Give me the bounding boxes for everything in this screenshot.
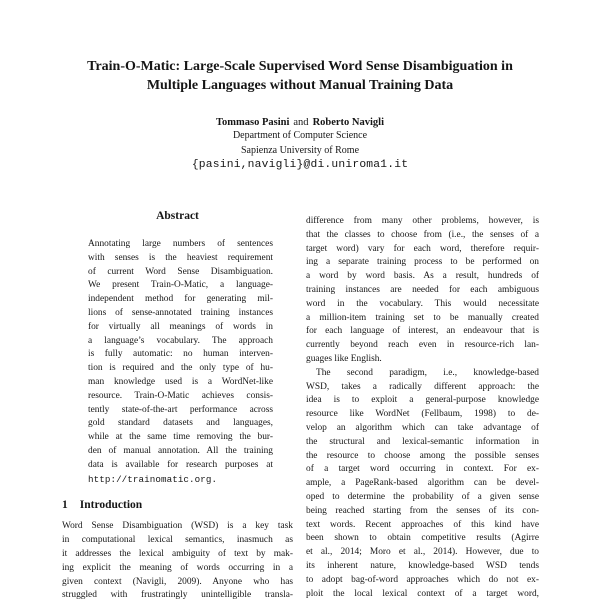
text-line: currently beyond reach even in resource-rich lan- bbox=[306, 340, 539, 351]
text-line: ing a separate training process to be performed on bbox=[306, 257, 539, 268]
author-separator: and bbox=[293, 117, 309, 128]
text-line: gold standard datasets and languages, bbox=[88, 418, 273, 429]
text-line: while at the same time removing the bur- bbox=[88, 432, 273, 443]
author-name-1: Tommaso Pasini bbox=[215, 117, 290, 128]
text-line: idea is to exploit a general-purpose knowledge bbox=[306, 395, 539, 406]
introduction-heading bbox=[62, 498, 293, 513]
text-line: in computational lexical semantics, inasmuch as bbox=[62, 535, 293, 546]
text-line: lions of sense-annotated training instances bbox=[88, 307, 273, 318]
text-line: the resource to choose among the possible senses bbox=[306, 450, 539, 461]
text-line: for each language of interest, an endeavour that is bbox=[306, 326, 539, 337]
right-paragraph-1 bbox=[306, 215, 539, 367]
paper-header bbox=[0, 0, 600, 171]
text-line: resource. Train-O-Matic achieves consis- bbox=[88, 390, 273, 401]
right-column bbox=[306, 208, 539, 600]
text-line: of a target word occurring in context. For ex- bbox=[306, 464, 539, 475]
text-line: the structural and lexical-semantic information in bbox=[306, 436, 539, 447]
text-line: We present Train-O-Matic, a language- bbox=[88, 280, 273, 291]
text-line: data is available for research purposes at bbox=[88, 459, 273, 470]
text-line: a word by word basis. As a result, hundreds of bbox=[306, 271, 539, 282]
text-line: velop an algorithm which can take advantage of bbox=[306, 422, 539, 433]
authors-line bbox=[0, 116, 600, 129]
text-line: guages like English. bbox=[306, 353, 382, 364]
abstract-section bbox=[88, 238, 273, 486]
department-line: Department of Computer Science bbox=[232, 130, 368, 141]
text-line: The second paradigm, i.e., knowledge-based bbox=[316, 367, 539, 378]
text-line: man knowledge used is a WordNet-like bbox=[88, 376, 273, 387]
section-title: Introduction bbox=[79, 499, 143, 512]
text-line: difference from many other problems, however, is bbox=[306, 216, 539, 226]
university-line: Sapienza University of Rome bbox=[240, 144, 360, 156]
text-line: that the classes to choose from (i.e., the senses of a bbox=[306, 229, 539, 240]
text-line: struggled with frustratingly unintelligible transla- bbox=[62, 590, 293, 600]
text-line: of current Word Sense Disambiguation. bbox=[88, 266, 273, 277]
email-line: {pasini,navigli}@di.uniroma1.it bbox=[191, 159, 409, 171]
text-line: tently state-of-the-art performance across bbox=[88, 404, 273, 415]
text-line: resource like WordNet (Fellbaum, 1998) to de- bbox=[306, 409, 539, 420]
text-line: a language’s vocabulary. The approach bbox=[88, 335, 273, 346]
text-line: independent method for generating mil- bbox=[88, 294, 273, 305]
text-line: ing explicit the meaning of words occurring in a bbox=[62, 562, 293, 573]
introduction-paragraph bbox=[62, 520, 293, 600]
text-line: training instances are needed for each ambiguous bbox=[306, 284, 539, 295]
text-line: oped to determine the probability of a given sense bbox=[306, 491, 539, 502]
text-line: Train-O-Matic: Large-Scale Supervised Word Sense Disambiguation in bbox=[87, 59, 513, 74]
abstract-paragraph bbox=[88, 238, 273, 473]
text-line: ploit the local lexical context of a target word, bbox=[306, 588, 539, 599]
text-line: WSD, takes a radically different approach: the bbox=[306, 381, 539, 392]
trainomatic-url[interactable]: http://trainomatic.org. bbox=[88, 473, 218, 485]
text-line: a million-item training set to be manually created bbox=[306, 312, 539, 323]
text-line: for virtually all meanings of words in bbox=[88, 321, 273, 332]
text-line: Annotating large numbers of sentences bbox=[88, 239, 273, 249]
paper-title bbox=[0, 57, 600, 95]
left-column bbox=[62, 208, 293, 600]
two-column-body bbox=[62, 208, 539, 600]
text-line: tion is required and the only type of hu- bbox=[88, 363, 273, 374]
right-paragraph-2 bbox=[306, 367, 539, 600]
section-number: 1 bbox=[62, 499, 68, 512]
affiliation-block bbox=[0, 129, 600, 158]
text-line: been shown to obtain competitive results (Agirre bbox=[306, 533, 539, 544]
text-line: given context (Navigli, 2009). Anyone who has bbox=[62, 576, 293, 587]
text-line: target word) vary for each word, therefore requir- bbox=[306, 243, 539, 254]
text-line: to adopt bag-of-word approaches which do not ex- bbox=[306, 574, 539, 585]
text-line: is fully automatic: no human interven- bbox=[88, 349, 273, 360]
text-line: Multiple Languages without Manual Training Data bbox=[146, 78, 454, 93]
text-line: Word Sense Disambiguation (WSD) is a key task bbox=[62, 521, 293, 532]
text-line: it addresses the lexical ambiguity of text by mak- bbox=[62, 548, 293, 559]
text-line: word in the vocabulary. This would necessitate bbox=[306, 298, 539, 309]
text-line: text words. Recent approaches of this kind have bbox=[306, 519, 539, 530]
text-line: et al., 2014; Moro et al., 2014). However, due to bbox=[306, 547, 539, 558]
text-line: ample, a PageRank-based algorithm can be devel- bbox=[306, 478, 539, 489]
text-line: its inherent nature, knowledge-based WSD tends bbox=[306, 560, 539, 571]
text-line: with senses is the heaviest requirement bbox=[88, 252, 273, 263]
abstract-heading: Abstract bbox=[156, 210, 199, 222]
text-line: being reached starting from the senses of its con- bbox=[306, 505, 539, 516]
author-name-2: Roberto Navigli bbox=[312, 117, 385, 128]
text-line: den of manual annotation. All the training bbox=[88, 445, 273, 456]
